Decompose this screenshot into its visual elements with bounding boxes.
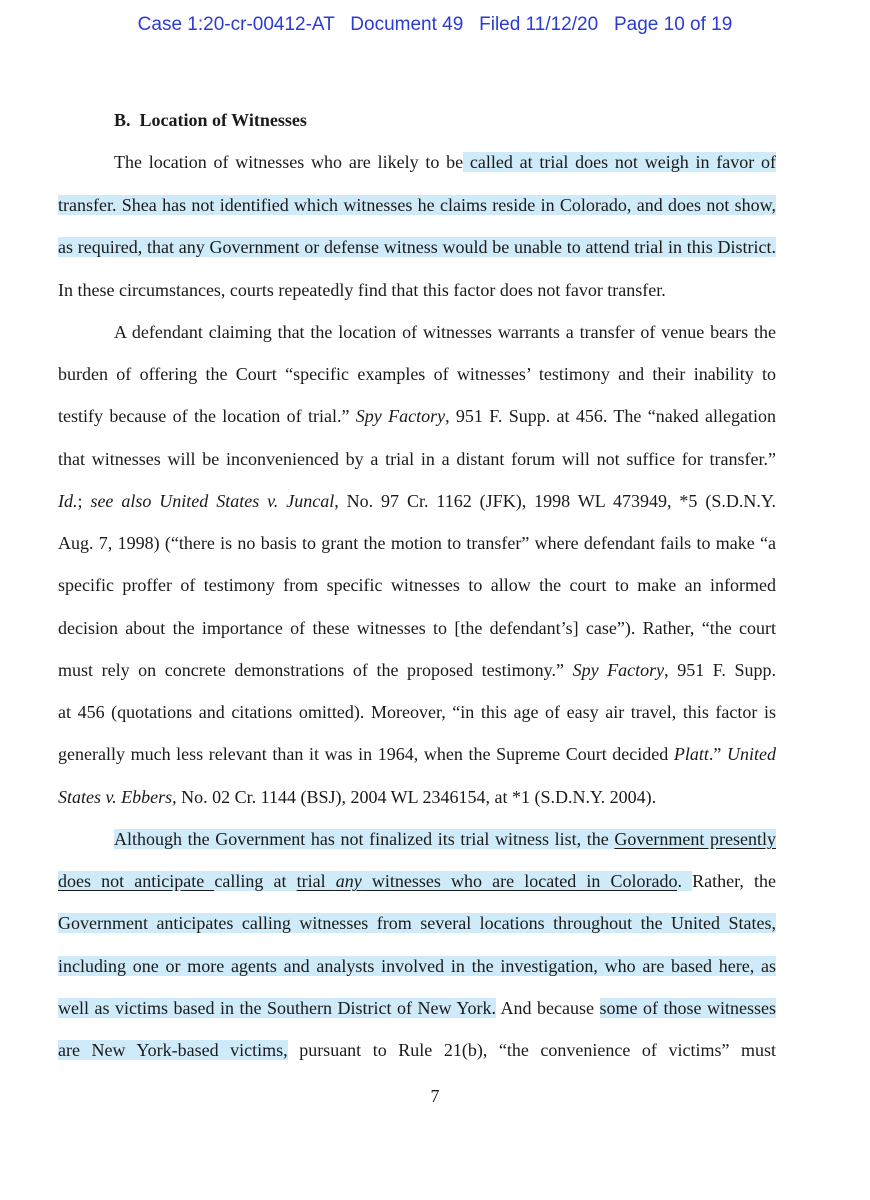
paragraph-2-line-1: A defendant claiming that the location of witnesses warrants a transfer of venue bears the bbox=[114, 322, 776, 342]
paragraph-2-line-7: specific proffer of testimony from specific witnesses to allow the court to make an informed bbox=[58, 575, 776, 595]
paragraph-2-line-10: at 456 (quotations and citations omitted). Moreover, “in this age of easy air travel, this factor is bbox=[58, 702, 776, 722]
text-run: pursuant to Rule 21(b), “the convenience of victims” must bbox=[287, 1040, 776, 1060]
paragraph-3-line-4 bbox=[58, 954, 776, 978]
case-citation: Spy Factory bbox=[572, 660, 665, 680]
highlighted-text: Although the Government has not finalized its trial witness list, the bbox=[114, 829, 615, 849]
paragraph-1-line-1 bbox=[114, 150, 776, 174]
paragraph-2-line-5 bbox=[58, 489, 776, 513]
paragraph-2-line-3 bbox=[58, 404, 776, 428]
highlighted-text: Government anticipates calling witnesses from several locations throughout the United States, bbox=[58, 913, 776, 933]
page-number: 7 bbox=[430, 1086, 440, 1106]
underlined-highlighted-text: witnesses who are located in Colorado bbox=[361, 871, 678, 891]
paragraph-3-line-3 bbox=[58, 911, 776, 935]
highlighted-text: as required, that any Government or defense witness would be unable to attend trial in this District. bbox=[58, 237, 776, 257]
paragraph-3-line-6 bbox=[58, 1038, 776, 1062]
text-run: , No. 02 Cr. 1144 (BSJ), 2004 WL 2346154, at *1 (S.D.N.Y. 2004). bbox=[172, 787, 657, 807]
underlined-highlighted-text: Government presently bbox=[614, 829, 776, 849]
paragraph-3-line-1 bbox=[114, 827, 776, 851]
highlighted-text: some of those witnesses bbox=[599, 998, 777, 1018]
text-run: generally much less relevant than it was in 1964, when the Supreme Court decided bbox=[58, 744, 674, 764]
text-run: must rely on concrete demonstrations of the proposed testimony.” bbox=[58, 660, 573, 680]
case-citation: see also United States v. Juncal bbox=[90, 491, 335, 511]
highlighted-text: including one or more agents and analysts involved in the investigation, who are based here, as bbox=[58, 956, 776, 976]
underlined-highlighted-text: does not anticipate bbox=[58, 871, 215, 891]
paragraph-2-line-8: decision about the importance of these witnesses to [the defendant’s] case”). Rather, “the court bbox=[58, 618, 776, 638]
case-citation: Spy Factory bbox=[355, 406, 446, 426]
text-run: , 951 F. Supp. bbox=[664, 660, 776, 680]
paragraph-2-line-6: Aug. 7, 1998) (“there is no basis to grant the motion to transfer” where defendant fails to make “a bbox=[58, 533, 776, 553]
paragraph-1-line-3 bbox=[58, 235, 776, 259]
text-run: And because bbox=[496, 998, 600, 1018]
text-run: Rather, the bbox=[692, 871, 776, 891]
highlighted-text: calling at bbox=[214, 871, 297, 891]
case-citation: United bbox=[727, 744, 776, 764]
underlined-highlighted-text: trial bbox=[296, 871, 336, 891]
paragraph-2-line-2: burden of offering the Court “specific examples of witnesses’ testimony and their inability to bbox=[58, 364, 776, 384]
text-run: , No. 97 Cr. 1162 (JFK), 1998 WL 473949, *5 (S.D.N.Y. bbox=[334, 491, 777, 511]
paragraph-2-line-4: that witnesses will be inconvenienced by a trial in a distant forum will not suffice for transfer.” bbox=[58, 449, 776, 469]
text-run: testify because of the location of trial.” bbox=[58, 406, 356, 426]
text-run: ; bbox=[77, 491, 91, 511]
paragraph-2-line-11 bbox=[58, 742, 776, 766]
highlighted-text: are bbox=[58, 1040, 80, 1060]
case-citation: States v. Ebbers bbox=[58, 787, 173, 807]
case-citation: Platt bbox=[673, 744, 709, 764]
paragraph-2-line-12 bbox=[58, 785, 776, 809]
highlighted-text: well as victims based in the Southern District of New York. bbox=[58, 998, 497, 1018]
paragraph-1-line-2 bbox=[58, 193, 776, 217]
highlighted-text: transfer. Shea has not identified which witnesses he claims reside in Colorado, and does not show, bbox=[58, 195, 776, 215]
paragraph-3-line-2 bbox=[58, 869, 776, 893]
paragraph-2-line-9 bbox=[58, 658, 776, 682]
underlined-emphasis: any bbox=[335, 871, 362, 891]
paragraph-3-line-5 bbox=[58, 996, 776, 1020]
section-heading: B. Location of Witnesses bbox=[114, 110, 307, 130]
text-run: , 951 F. Supp. at 456. The “naked allegation bbox=[445, 406, 776, 426]
case-header: Case 1:20-cr-00412-AT Document 49 Filed 11/12/20 Page 10 of 19 bbox=[137, 14, 733, 35]
paragraph-1-line-4: In these circumstances, courts repeatedly find that this factor does not favor transfer. bbox=[58, 280, 666, 300]
highlighted-text: New York-based victims, bbox=[79, 1040, 288, 1060]
text-run: .” bbox=[708, 744, 727, 764]
highlighted-text: called at trial does not weigh in favor of bbox=[463, 152, 776, 172]
case-citation: Id. bbox=[58, 491, 78, 511]
text-run: The location of witnesses who are likely to be bbox=[114, 152, 464, 172]
highlighted-text: . bbox=[677, 871, 693, 891]
